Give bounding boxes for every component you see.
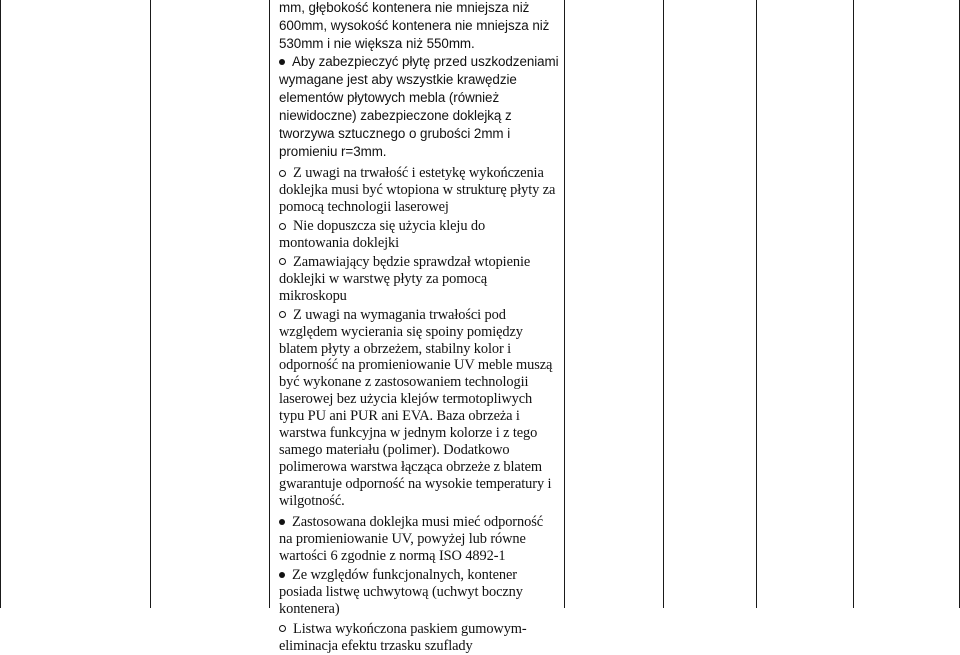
bullet-line: wartości 6 zgodnie z normą ISO 4892-1 [279, 547, 506, 564]
bullet-line: samego materiału (polimer). Dodatkowo [279, 442, 510, 459]
table-border-col5 [756, 0, 757, 608]
bullet-line: Z uwagi na wymagania trwałości pod [293, 306, 506, 323]
bullet-line: odporność na promieniowanie UV meble muszą [279, 357, 553, 374]
bullet-circle-icon [279, 311, 286, 318]
intro-line: 530mm i nie większa niż 550mm. [279, 36, 475, 51]
bullet-circle-icon [279, 170, 286, 177]
table-border-col6 [853, 0, 854, 608]
bullet-line: promieniu r=3mm. [279, 144, 387, 159]
bullet-line: posiada listwę uchwytową (uchwyt boczny [279, 583, 523, 600]
bullet-line: być wykonane z zastosowaniem technologii [279, 374, 529, 391]
specification-cell [279, 0, 561, 654]
bullet-line: Zastosowana doklejka musi mieć odporność [292, 514, 543, 531]
bullet-line: Z uwagi na trwałość i estetykę wykończenia [293, 165, 544, 181]
bullet-item-uv-resistance [279, 514, 561, 565]
bullet-item-edge-protection [279, 53, 561, 161]
bullet-line: doklejki w warstwę płyty za pomocą [279, 270, 488, 287]
bullet-line: Aby zabezpieczyć płytę przed uszkodzeniami [292, 54, 559, 69]
intro-paragraph [279, 0, 561, 53]
bullet-dot-icon [279, 519, 285, 525]
table-border-col2 [269, 0, 270, 608]
bullet-line: kontenera) [279, 600, 340, 617]
bullet-dot-icon [279, 572, 285, 578]
bullet-line: gwarantuje odporność na wysokie temperatury i [279, 476, 552, 493]
bullet-line: mikroskopu [279, 287, 347, 304]
bullet-line: eliminacja efektu trzasku szuflady [279, 637, 473, 654]
bullet-line: Listwa wykończona paskiem gumowym- [293, 620, 527, 637]
bullet-item-microscope [279, 254, 561, 305]
table-border-col3 [564, 0, 565, 608]
table-border-left [0, 0, 1, 608]
bullet-item-laser-edge [279, 165, 561, 216]
intro-line: mm, głębokość kontenera nie mniejsza niż [279, 0, 530, 15]
bullet-item-no-glue [279, 218, 561, 252]
bullet-line: laserowej bez użycia klejów termotopliwych [279, 391, 533, 408]
intro-line: 600mm, wysokość kontenera nie mniejsza niż [279, 18, 550, 33]
bullet-line: polimerowa warstwa łącząca obrzeże z blatem [279, 459, 542, 476]
bullet-circle-icon [279, 625, 286, 632]
bullet-circle-icon [279, 223, 286, 230]
bullet-line: wymagane jest aby wszystkie krawędzie [279, 72, 517, 87]
bullet-line: na promieniowanie UV, powyżej lub równe [279, 531, 526, 548]
bullet-line: pomocą technologii laserowej [279, 198, 449, 215]
bullet-line: warstwa funkcyjna w jednym kolorze i z tego [279, 425, 538, 442]
table-border-col1 [150, 0, 151, 608]
bullet-line: względem wycierania się spoiny pomiędzy [279, 323, 523, 340]
bullet-item-rubber-strip [279, 621, 561, 655]
bullet-line: tworzywa sztucznego o grubości 2mm i [279, 126, 511, 141]
table-border-col4 [663, 0, 664, 608]
bullet-line: typu PU ani PUR ani EVA. Baza obrzeża i [279, 408, 520, 425]
bullet-line: Zamawiający będzie sprawdzał wtopienie [293, 253, 531, 270]
bullet-line: doklejka musi być wtopiona w strukturę płyty za [279, 181, 556, 198]
bullet-line: blatem płyty a obrzeżem, stabilny kolor i [279, 340, 512, 357]
bullet-line: montowania doklejki [279, 234, 399, 251]
bullet-line: elementów płytowych mebla (również [279, 90, 500, 105]
bullet-circle-icon [279, 258, 286, 265]
bullet-line: niewidoczne) zabezpieczone doklejką z [279, 108, 512, 123]
bullet-line: Nie dopuszcza się użycia kleju do [293, 217, 486, 234]
bullet-line: Ze względów funkcjonalnych, kontener [292, 566, 517, 583]
bullet-line: wilgotność. [279, 493, 345, 510]
bullet-item-durability [279, 307, 561, 510]
bullet-item-handle-strip [279, 567, 561, 618]
bullet-dot-icon [279, 59, 285, 65]
